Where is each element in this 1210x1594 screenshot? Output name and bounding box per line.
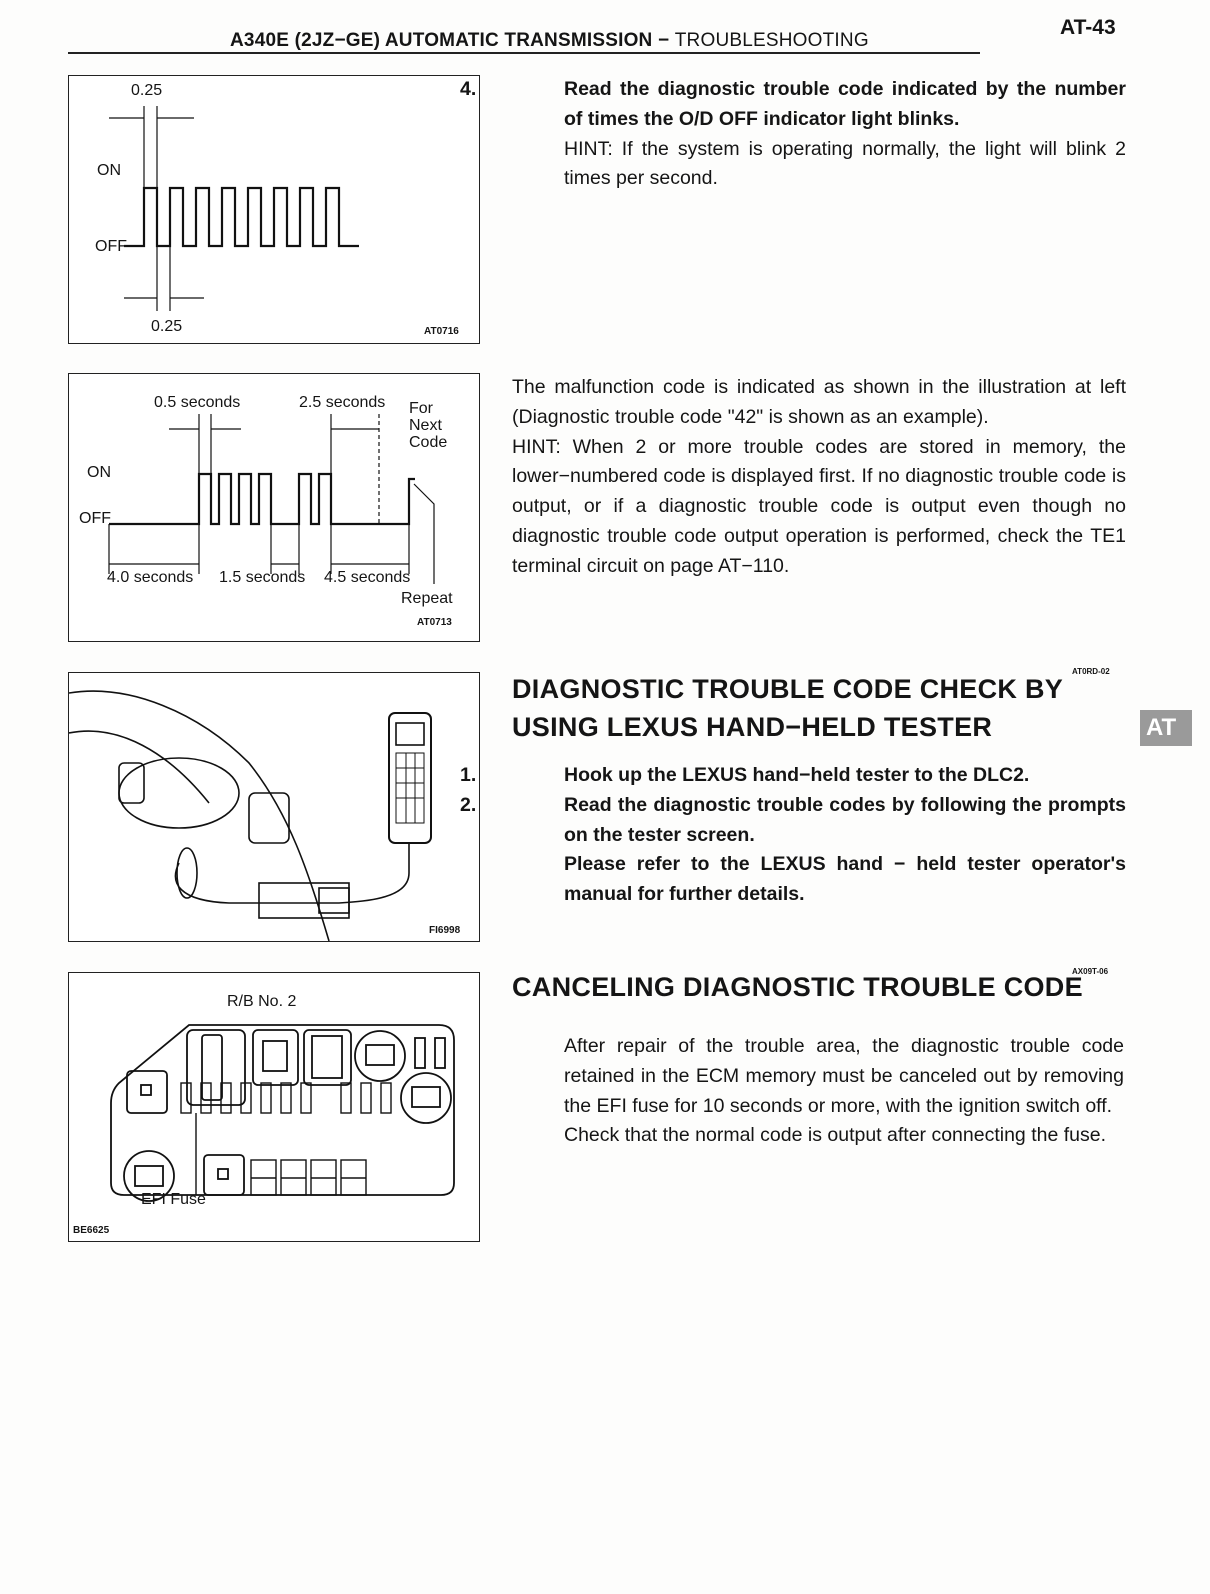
off-label: OFF xyxy=(95,238,127,255)
figure-code: BE6625 xyxy=(73,1225,110,1236)
interval-1-5-label: 1.5 seconds xyxy=(219,569,306,586)
pulse-width-bottom-label: 0.25 xyxy=(151,318,183,335)
side-section-tab: AT xyxy=(1140,710,1192,746)
figure-blink-pattern-normal xyxy=(68,75,480,344)
tester-steps xyxy=(460,761,1126,910)
hint-text: HINT: If the system is operating normally, the light will blink 2 times per second. xyxy=(564,137,1126,190)
figure-code: AT0713 xyxy=(417,617,452,628)
interval-4-0-label: 4.0 seconds xyxy=(107,569,194,586)
on-label: ON xyxy=(97,162,121,179)
section-heading-canceling: CANCELING DIAGNOSTIC TROUBLE CODE xyxy=(512,972,1083,1002)
step-number: 2. xyxy=(460,793,477,816)
header-section: TROUBLESHOOTING xyxy=(674,30,869,51)
tester-connection-illustration xyxy=(69,673,479,941)
canceling-block xyxy=(512,1032,1124,1151)
canceling-check-text: Check that the normal code is output after connecting the fuse. xyxy=(564,1124,1106,1147)
section-heading-tester-check xyxy=(512,670,1063,746)
figure-relay-block xyxy=(68,972,480,1242)
step-text: Read the diagnostic trouble codes by following the prompts on the tester screen. xyxy=(564,793,1126,846)
figure-code: FI6998 xyxy=(429,925,461,936)
heading-line-1: DIAGNOSTIC TROUBLE CODE CHECK BY xyxy=(512,674,1064,704)
section-ref-code: AX09T-06 xyxy=(1072,967,1109,976)
relay-block-title: R/B No. 2 xyxy=(227,993,297,1010)
malfunction-block xyxy=(512,373,1126,582)
interval-4-5-label: 4.5 seconds xyxy=(324,569,411,586)
step-text: Read the diagnostic trouble code indicated by the number of times the O/D OFF indicator light blinks. xyxy=(564,78,1126,130)
step-number: 1. xyxy=(460,764,477,786)
interval-2-5-label: 2.5 seconds xyxy=(299,394,386,411)
interval-0-5-label: 0.5 seconds xyxy=(154,394,241,411)
pulse-width-top-label: 0.25 xyxy=(131,82,163,99)
header-rule xyxy=(68,52,980,54)
step-4-block xyxy=(460,75,1126,194)
figure-code-42-pattern xyxy=(68,373,480,642)
page-number: AT-43 xyxy=(1060,16,1116,39)
figure-code: AT0716 xyxy=(424,326,459,337)
canceling-text: After repair of the trouble area, the diagnostic trouble code retained in the ECM memory must be canceled out by removing the EFI fuse for 10 seconds or more, with the ignition switch off. xyxy=(564,1035,1124,1117)
malfunction-text: The malfunction code is indicated as shown in the illustration at left (Diagnostic trouble code "42" is shown as an example). xyxy=(512,376,1126,428)
off-label: OFF xyxy=(79,510,111,527)
section-ref-code: AT0RD-02 xyxy=(1072,667,1110,676)
on-label: ON xyxy=(87,464,111,481)
normal-blink-waveform xyxy=(69,76,479,343)
repeat-label: Repeat xyxy=(401,590,453,607)
note-text: Please refer to the LEXUS hand − held tester operator's manual for further details. xyxy=(564,853,1126,906)
hint-text: HINT: When 2 or more trouble codes are stored in memory, the lower−numbered code is displayed first. If no diagnostic trouble code is output, or if a diagnostic trouble code is output even though no diagnostic trouble code output operation is performed, check the TE1 terminal circuit on page AT−110. xyxy=(512,435,1126,577)
for-next-code-label: For Next Code xyxy=(409,400,448,451)
relay-block-diagram xyxy=(69,973,479,1241)
efi-fuse-label: EFI Fuse xyxy=(141,1191,206,1208)
heading-line-2: USING LEXUS HAND−HELD TESTER xyxy=(512,712,993,742)
figure-hand-held-tester xyxy=(68,672,480,942)
step-number: 4. xyxy=(460,78,477,100)
step-text: Hook up the LEXUS hand−held tester to the DLC2. xyxy=(564,764,1030,786)
header-chapter: A340E (2JZ−GE) AUTOMATIC TRANSMISSION xyxy=(230,30,653,51)
header-separator: − xyxy=(652,30,675,51)
page-header-title xyxy=(230,30,869,52)
